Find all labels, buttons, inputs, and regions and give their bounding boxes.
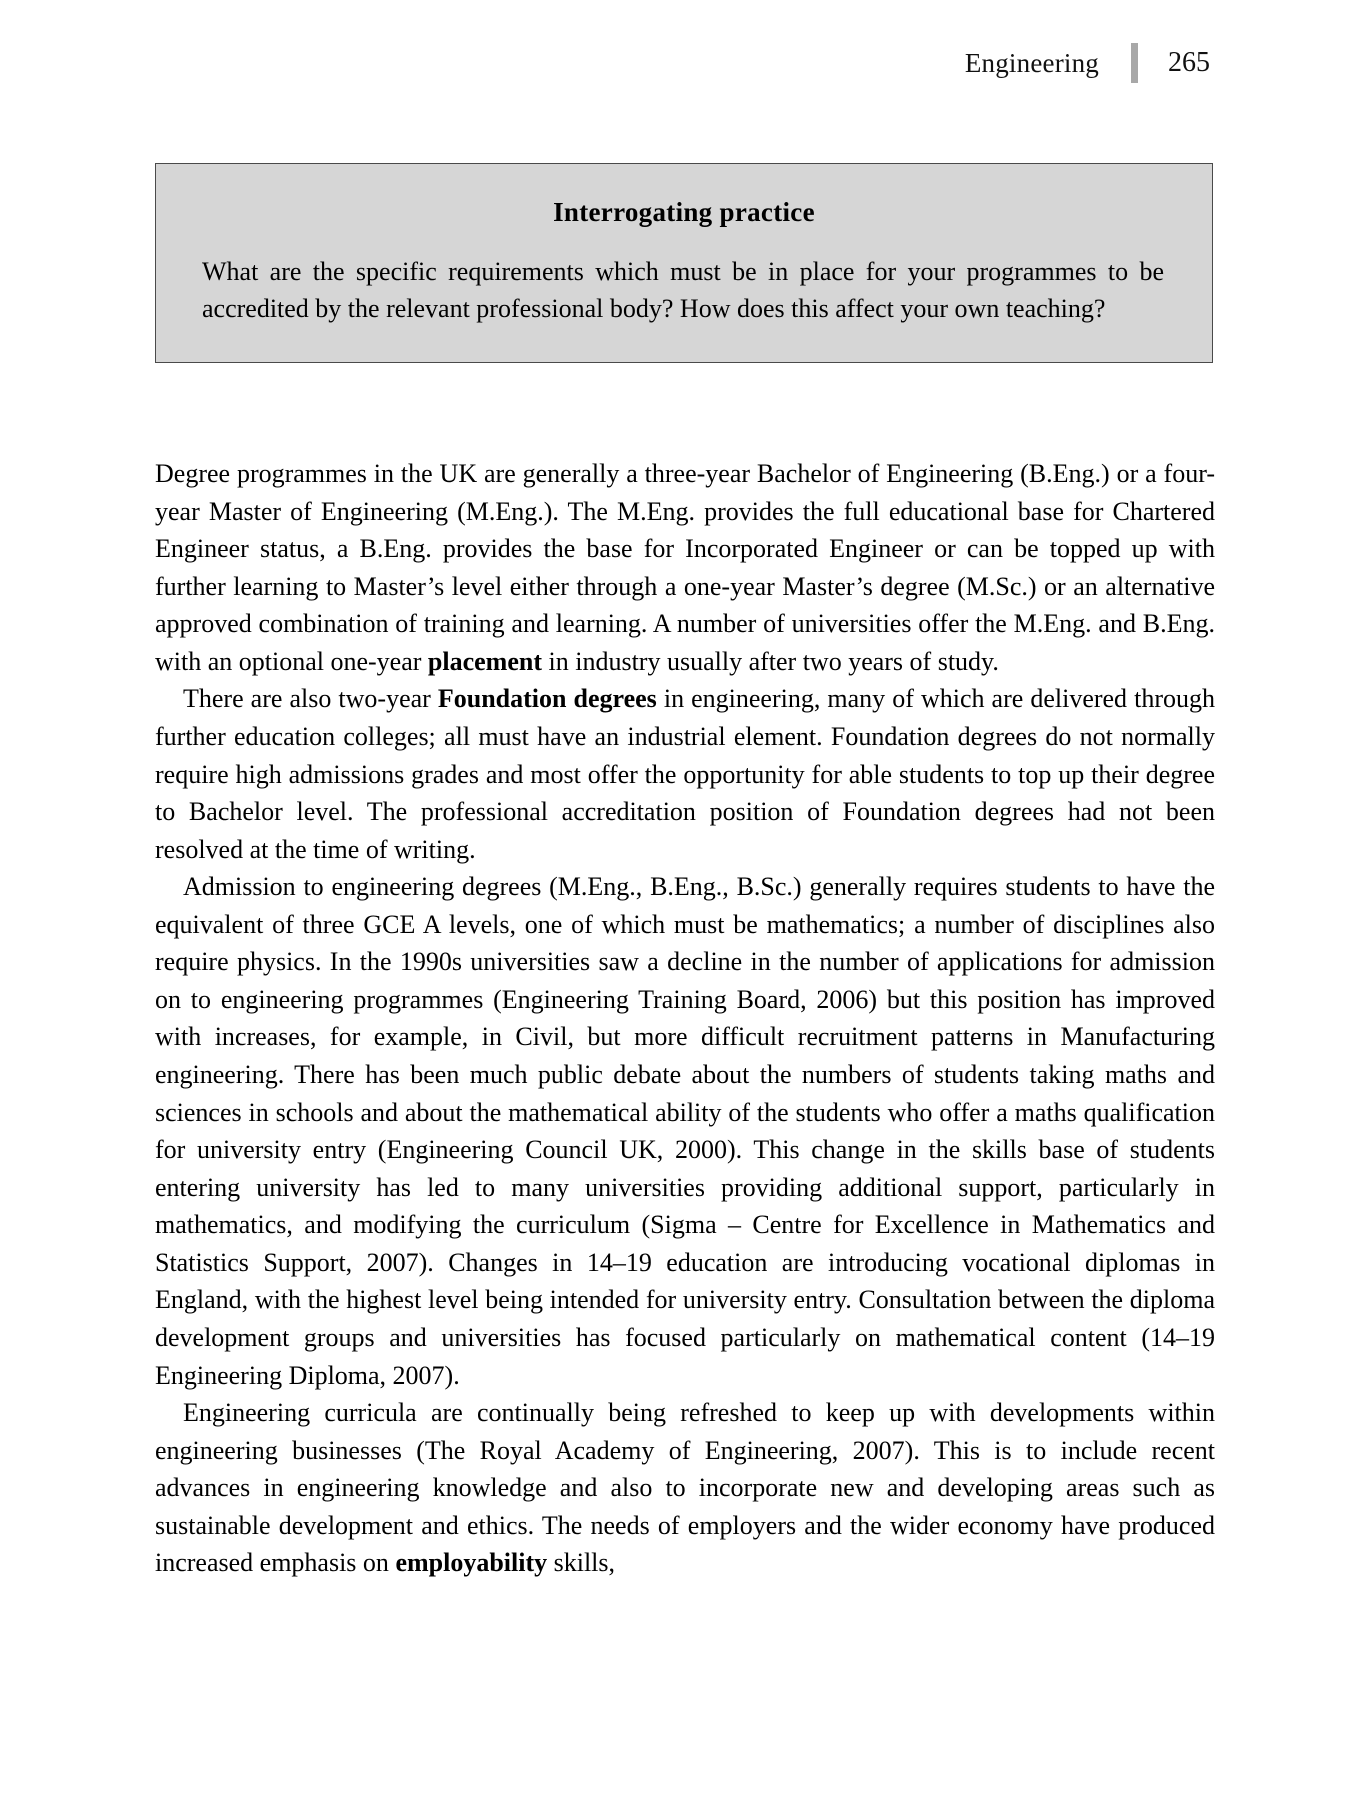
interrogating-practice-body: What are the specific requirements which must be in place for your programmes to be accredited by the relevant professional body? How does this affect your own teaching? (202, 257, 1164, 324)
text-run: Admission to engineering degrees (M.Eng., B.Eng., B.Sc.) generally requires students to have the equivalent of three GCE A levels, one of which must be mathematics; a number of disciplines also require physics. In the 1990s universities saw a decline in the number of applications for admission on to engineering programmes (Engineering Training Board, 2006) but this position has improved with increases, for example, in Civil, but more difficult recruitment patterns in Manufacturing engineering. There has been much public debate about the numbers of students taking maths and sciences in schools and about the mathematical ability of the students who offer a maths qualification for university entry (Engineering Council UK, 2000). This change in the skills base of students entering university has led to many universities providing additional support, particularly in mathematics, and modifying the curriculum (Sigma – Centre for Excellence in Mathematics and Statistics Support, 2007). Changes in 14–19 education are introducing vocational diplomas in England, with the highest level being intended for university entry. Consultation between the diploma development groups and universities has focused particularly on mathematical content (14–19 Engineering Diploma, 2007). (155, 872, 1215, 1390)
running-head-divider (1131, 43, 1138, 83)
emphasis-term: placement (427, 646, 543, 676)
emphasis-term: Foundation degrees (437, 684, 657, 714)
text-run: There are also two-year (183, 684, 438, 714)
text-run: Degree programmes in the UK are generally a three-year Bachelor of Engineering (B.Eng.) or a four-year Master of Engineering (M.Eng.). The M.Eng. provides the full educational base for Chartered Engineer status, a B.Eng. provides the base for Incorporated Engineer or can be topped up with further learning to Master’s level either through a one-year Master’s degree (M.Sc.) or an alternative approved combination of training and learning. A number of universities offer the M.Eng. and B.Eng. with an optional one-year (155, 459, 1215, 676)
paragraph-p4 (155, 1394, 1215, 1582)
text-run: in engineering, many of which are delivered through further education colleges; all must have an industrial element. Foundation degrees do not normally require high admissions grades and most offer the opportunity for able students to top up their degree to Bachelor level. The professional accreditation position of Foundation degrees had not been resolved at the time of writing. (155, 684, 1215, 864)
page-number: 265 (1168, 47, 1210, 78)
emphasis-term: employability (395, 1548, 548, 1578)
text-run: Engineering curricula are continually being refreshed to keep up with developments within engineering businesses (The Royal Academy of Engineering, 2007). This is to include recent advances in engineering knowledge and also to incorporate new and developing areas such as sustainable development and ethics. The needs of employers and the wider economy have produced increased emphasis on (155, 1398, 1215, 1578)
running-head-title: Engineering (964, 47, 1099, 78)
paragraph-p1 (155, 455, 1215, 680)
text-run: in industry usually after two years of study. (542, 646, 999, 676)
paragraph-p2 (155, 680, 1215, 868)
body-text (155, 455, 1215, 1582)
paragraph-p3 (155, 868, 1215, 1394)
interrogating-practice-title: Interrogating practice (553, 197, 815, 227)
interrogating-practice-box (155, 163, 1213, 363)
running-head (965, 40, 1210, 86)
text-run: skills, (547, 1548, 616, 1578)
